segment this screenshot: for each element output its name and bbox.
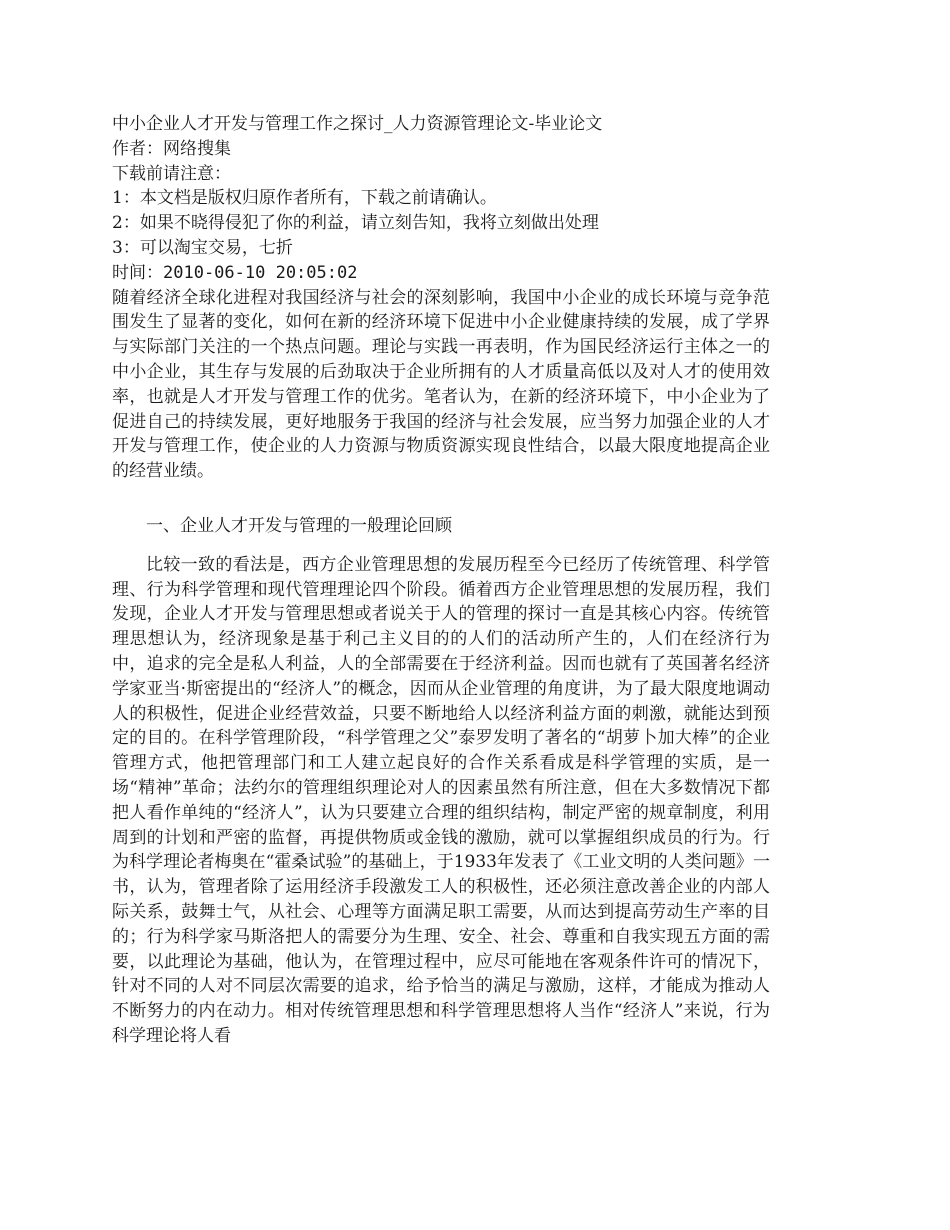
author-line: 作者：网络搜集	[112, 138, 231, 159]
notice-heading: 下载前请注意：	[112, 163, 231, 184]
notice-item-2: 2：如果不晓得侵犯了你的利益，请立刻告知，我将立刻做出处理	[112, 213, 599, 234]
timestamp-line: 时间：2010-06-10 20:05:02	[112, 262, 358, 283]
section-heading: 一、企业人才开发与管理的一般理论回顾	[146, 515, 452, 536]
intro-paragraph: 随着经济全球化进程对我国经济与社会的深刻影响，我国中小企业的成长环境与竞争范围发生了显著的变化，如何在新的经济环境下促进中小企业健康持续的发展，成了学界与实际部门关注的一个热点问题。理论与实践一再表明，作为国民经济运行主体之一的中小企业，其生存与发展的后劲取决于企业所拥有的人才质量高低以及对人才的使用效率，也就是人才开发与管理工作的优劣。笔者认为，在新的经济环境下，中小企业为了促进自己的持续发展，更好地服务于我国的经济与社会发展，应当努力加强企业的人才开发与管理工作，使企业的人力资源与物质资源实现良性结合，以最大限度地提高企业的经营业绩。	[112, 287, 770, 482]
document-page	[112, 112, 770, 1049]
notice-item-3: 3：可以淘宝交易，七折	[112, 237, 293, 258]
section-body-paragraph: 比较一致的看法是，西方企业管理思想的发展历程至今已经历了传统管理、科学管理、行为科学管理和现代管理理论四个阶段。循着西方企业管理思想的发展历程，我们发现，企业人才开发与管理思想或者说关于人的管理的探讨一直是其核心内容。传统管理思想认为，经济现象是基于利己主义目的的人们的活动所产生的，人们在经济行为中，追求的完全是私人利益，人的全部需要在于经济利益。因而也就有了英国著名经济学家亚当·斯密提出的“经济人”的概念，因而从企业管理的角度讲，为了最大限度地调动人的积极性，促进企业经营效益，只要不断地给人以经济利益方面的刺激，就能达到预定的目的。在科学管理阶段，“科学管理之父”泰罗发明了著名的“胡萝卜加大棒”的企业管理方式，他把管理部门和工人建立起良好的合作关系看成是科学管理的实质，是一场“精神”革命；法约尔的管理组织理论对人的因素虽然有所注意，但在大多数情况下都把人看作单纯的“经济人”，认为只要建立合理的组织结构，制定严密的规章制度，利用周到的计划和严密的监督，再提供物质或金钱的激励，就可以掌握组织成员的行为。行为科学理论者梅奥在“霍桑试验”的基础上，于1933年发表了《工业文明的人类问题》一书，认为，管理者除了运用经济手段激发工人的积极性，还必须注意改善企业的内部人际关系，鼓舞士气，从社会、心理等方面满足职工需要，从而达到提高劳动生产率的目的；行为科学家马斯洛把人的需要分为生理、安全、社会、尊重和自我实现五方面的需要，以此理论为基础，他认为，在管理过程中，应尽可能地在客观条件许可的情况下，针对不同的人对不同层次需要的追求，给予恰当的满足与激励，这样，才能成为推动人不断努力的内在动力。相对传统管理思想和科学管理思想将人当作“经济人”来说，行为科学理论将人看	[112, 554, 770, 1046]
document-title: 中小企业人才开发与管理工作之探讨_人力资源管理论文-毕业论文	[112, 114, 603, 134]
notice-item-1: 1：本文档是版权归原作者所有，下载之前请确认。	[112, 188, 497, 209]
